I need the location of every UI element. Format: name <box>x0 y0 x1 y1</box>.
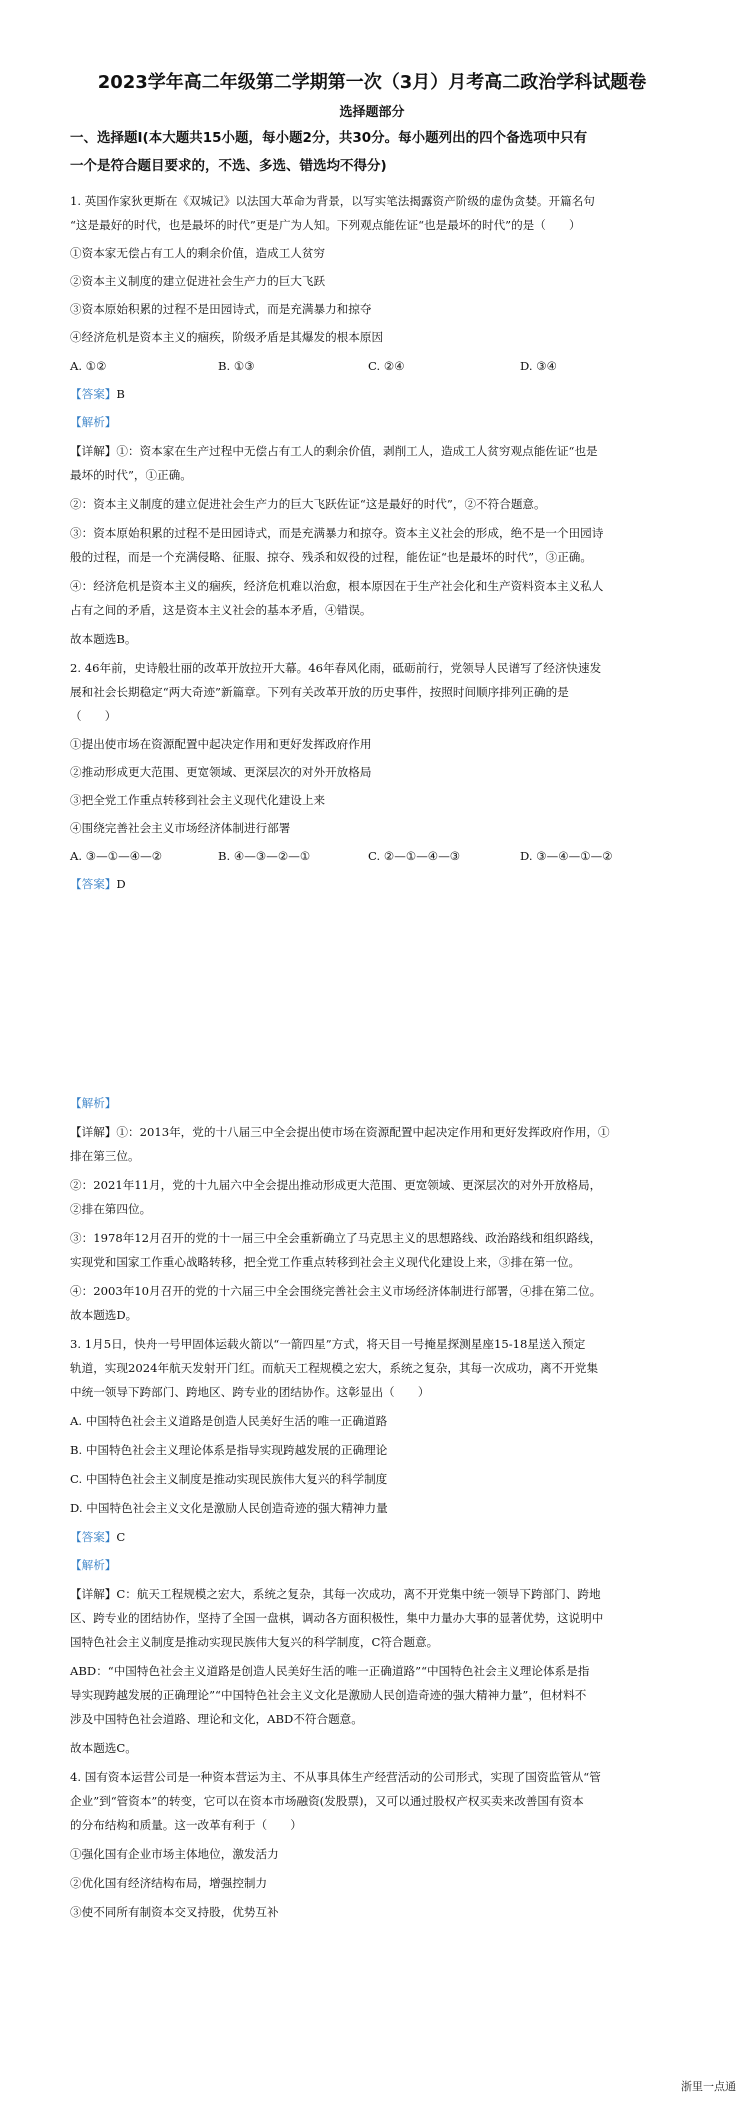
q3-detail-line-6: 涉及中国特色社会道路、理论和文化，ABD不符合题意。 <box>70 1712 363 1726</box>
q1-detail-line-1: 【详解】①：资本家在生产过程中无偿占有工人的剩余价值，剥削工人，造成工人贫穷观点能佐证“也是 <box>70 444 598 458</box>
q2-detail-line-8: 故本题选D。 <box>70 1308 138 1322</box>
q3-detail-line-2: 区、跨专业的团结协作，坚持了全国一盘棋，调动各方面积极性，集中力量办大事的显著优势，这说明中 <box>70 1611 604 1625</box>
q1-answer <box>70 387 125 402</box>
q1-stem-line-2: “这是最好的时代，也是最坏的时代”更是广为人知。下列观点能佐证“也是最坏的时代”的是（ ） <box>70 218 581 232</box>
q4-stem-line-3: 的分布结构和质量。这一改革有利于（ ） <box>70 1818 302 1832</box>
q2-stem-line-3: （ ） <box>70 709 117 723</box>
q1-analysis-label: 【解析】 <box>70 415 117 429</box>
answer-label: 【答案】 <box>70 877 117 891</box>
q4-item-1: ①强化国有企业市场主体地位，激发活力 <box>70 1847 279 1861</box>
q2-detail-line-2: 排在第三位。 <box>70 1149 140 1163</box>
exam-title: 2023学年高二年级第二学期第一次（3月）月考高二政治学科试题卷 <box>97 72 647 93</box>
q2-item-1: ①提出使市场在资源配置中起决定作用和更好发挥政府作用 <box>70 737 372 751</box>
q3-option-a: A. 中国特色社会主义道路是创造人民美好生活的唯一正确道路 <box>70 1414 388 1428</box>
q1-detail-line-4: ③：资本原始积累的过程不是田园诗式，而是充满暴力和掠夺。资本主义社会的形成，绝不是一个田园诗 <box>70 526 604 540</box>
q2-detail-line-5: ③：1978年12月召开的党的十一届三中全会重新确立了马克思主义的思想路线、政治路线和组织路线， <box>70 1231 602 1245</box>
q2-stem-line-1: 2. 46年前，史诗般壮丽的改革开放拉开大幕。46年春风化雨，砥砺前行，党领导人民谱写了经济快速发 <box>70 661 602 675</box>
q2-detail-line-6: 实现党和国家工作重心战略转移，把全党工作重点转移到社会主义现代化建设上来，③排在第一位。 <box>70 1255 581 1269</box>
q3-stem-line-3: 中统一领导下跨部门、跨地区、跨专业的团结协作。这彰显出（ ） <box>70 1385 430 1399</box>
q3-option-d: D. 中国特色社会主义文化是激励人民创造奇迹的强大精神力量 <box>70 1501 388 1515</box>
q1-item-1: ①资本家无偿占有工人的剩余价值，造成工人贫穷 <box>70 246 326 260</box>
q1-option-a: A. ①② <box>70 359 107 373</box>
q2-option-a: A. ③—①—④—② <box>70 849 163 863</box>
q1-detail-line-6: ④：经济危机是资本主义的痼疾，经济危机难以治愈，根本原因在于生产社会化和生产资料资本主义私人 <box>70 579 604 593</box>
section-heading-line-1: 一、选择题Ⅰ(本大题共15小题，每小题2分，共30分。每小题列出的四个备选项中只有 <box>70 130 588 146</box>
q1-option-d: D. ③④ <box>520 359 558 373</box>
q1-item-4: ④经济危机是资本主义的痼疾，阶级矛盾是其爆发的根本原因 <box>70 330 384 344</box>
section-subtitle: 选择题部分 <box>339 105 405 120</box>
q2-analysis-label: 【解析】 <box>70 1096 117 1110</box>
q2-stem-line-2: 展和社会长期稳定“两大奇迹”新篇章。下列有关改革开放的历史事件，按照时间顺序排列正确的是 <box>70 685 569 699</box>
q2-item-4: ④围绕完善社会主义市场经济体制进行部署 <box>70 821 291 835</box>
q2-answer-value: D <box>116 877 126 891</box>
q1-item-3: ③资本原始积累的过程不是田园诗式，而是充满暴力和掠夺 <box>70 302 372 316</box>
q1-answer-value: B <box>116 387 125 401</box>
q2-detail-line-4: ②排在第四位。 <box>70 1202 152 1216</box>
q3-answer <box>70 1530 125 1545</box>
q3-detail-line-1: 【详解】C：航天工程规模之宏大，系统之复杂，其每一次成功，离不开党集中统一领导下跨部门、跨地 <box>70 1587 601 1601</box>
q3-stem-line-2: 轨道，实现2024年航天发射开门红。而航天工程规模之宏大，系统之复杂，其每一次成功，离不开党集 <box>70 1361 599 1375</box>
footer-watermark: 浙里一点通 <box>681 2080 736 2093</box>
answer-label: 【答案】 <box>70 387 117 401</box>
q1-item-2: ②资本主义制度的建立促进社会生产力的巨大飞跃 <box>70 274 326 288</box>
q3-detail-line-3: 国特色社会主义制度是推动实现民族伟大复兴的科学制度，C符合题意。 <box>70 1635 439 1649</box>
q1-detail-line-7: 占有之间的矛盾，这是资本主义社会的基本矛盾，④错误。 <box>70 603 372 617</box>
q3-stem-line-1: 3. 1月5日，快舟一号甲固体运载火箭以“一箭四星”方式，将天目一号掩星探测星座15-18星送入预定 <box>70 1337 586 1351</box>
q3-option-c: C. 中国特色社会主义制度是推动实现民族伟大复兴的科学制度 <box>70 1472 388 1486</box>
q2-detail-line-1: 【详解】①：2013年，党的十八届三中全会提出使市场在资源配置中起决定作用和更好发挥政府作用，① <box>70 1125 610 1139</box>
q4-stem-line-1: 4. 国有资本运营公司是一种资本营运为主、不从事具体生产经营活动的公司形式，实现了国资监管从“管 <box>70 1770 601 1784</box>
q3-detail-line-7: 故本题选C。 <box>70 1741 137 1755</box>
q2-item-2: ②推动形成更大范围、更宽领域、更深层次的对外开放格局 <box>70 765 372 779</box>
q1-detail-line-2: 最坏的时代”，①正确。 <box>70 468 192 482</box>
q3-option-b: B. 中国特色社会主义理论体系是指导实现跨越发展的正确理论 <box>70 1443 388 1457</box>
q4-item-3: ③使不同所有制资本交叉持股，优势互补 <box>70 1905 279 1919</box>
q2-item-3: ③把全党工作重点转移到社会主义现代化建设上来 <box>70 793 326 807</box>
q2-option-d: D. ③—④—①—② <box>520 849 613 863</box>
q2-detail-line-3: ②：2021年11月，党的十九届六中全会提出推动形成更大范围、更宽领域、更深层次的对外开放格局， <box>70 1178 602 1192</box>
q2-answer <box>70 877 126 892</box>
q3-detail-line-5: 导实现跨越发展的正确理论”“中国特色社会主义文化是激励人民创造奇迹的强大精神力量”，但材料不 <box>70 1688 587 1702</box>
q1-detail-line-5: 般的过程，而是一个充满侵略、征服、掠夺、残杀和奴役的过程，能佐证“也是最坏的时代”，③正确。 <box>70 550 592 564</box>
q3-answer-value: C <box>116 1530 126 1544</box>
q1-option-b: B. ①③ <box>218 359 255 373</box>
q1-detail-line-3: ②：资本主义制度的建立促进社会生产力的巨大飞跃佐证“这是最好的时代”，②不符合题意。 <box>70 497 546 511</box>
q4-stem-line-2: 企业”到“管资本”的转变，它可以在资本市场融资(发股票)，又可以通过股权产权买卖来改善国有资本 <box>70 1794 584 1808</box>
answer-label: 【答案】 <box>70 1530 117 1544</box>
q1-option-c: C. ②④ <box>368 359 405 373</box>
section-heading-line-2: 一个是符合题目要求的，不选、多选、错选均不得分) <box>70 158 387 174</box>
q2-detail-line-7: ④：2003年10月召开的党的十六届三中全会围绕完善社会主义市场经济体制进行部署，④排在第二位。 <box>70 1284 602 1298</box>
q4-item-2: ②优化国有经济结构布局，增强控制力 <box>70 1876 268 1890</box>
q2-option-c: C. ②—①—④—③ <box>368 849 461 863</box>
q3-detail-line-4: ABD：“中国特色社会主义道路是创造人民美好生活的唯一正确道路”“中国特色社会主义理论体系是指 <box>70 1664 590 1678</box>
q2-option-b: B. ④—③—②—① <box>218 849 311 863</box>
q3-analysis-label: 【解析】 <box>70 1558 117 1572</box>
q1-stem-line-1: 1. 英国作家狄更斯在《双城记》以法国大革命为背景，以写实笔法揭露资产阶级的虚伪贪婪。开篇名句 <box>70 194 595 208</box>
q1-detail-line-8: 故本题选B。 <box>70 632 137 646</box>
